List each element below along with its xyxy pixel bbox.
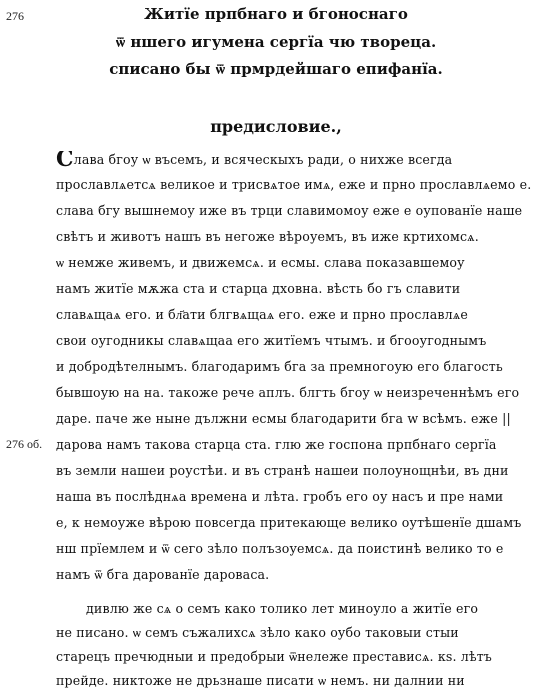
text-line: даре. паче же ныне дължни есмы благодарити бга w всѣмъ. еже || xyxy=(56,411,511,426)
text-line: е, к немоуже вѣрою повсегда притекающе велико оутѣшенїе дшамъ xyxy=(56,515,522,530)
page-number: 276 xyxy=(6,9,24,23)
text-line: старецъ пречюдныи и предобрыи ѿнележе престависѧ. кѕ. лѣтъ xyxy=(56,649,492,664)
text-line: прославлѧетсѧ великое и трисвѧтое имѧ, еже и прно прославлѧемо е. xyxy=(56,177,532,192)
page-number-verso: 276 об. xyxy=(6,437,43,451)
text-line: слава бгу вышнемоу иже въ трци славимомоу еже е оупованїе наше xyxy=(56,203,523,218)
section-heading: предисловие., xyxy=(210,117,342,136)
text-line xyxy=(56,151,548,168)
text-line: дарова намъ такова старца ста. глю же госпона прпбнаго сергїа xyxy=(56,437,497,452)
title-line-3: списано бы ѿ прмрдейшаго епифанїа. xyxy=(109,60,443,78)
title-line-1: Житїе прпбнаго и бгоноснаго xyxy=(144,5,408,23)
text-line: свѣтъ и животъ нашъ въ негоже вѣроуемъ, въ иже кртихомсѧ. xyxy=(56,229,479,244)
text-line: дивлю же сѧ о семъ како толико лет миноуло а житїе его xyxy=(86,601,479,616)
drop-cap: С xyxy=(56,151,74,168)
text-line: славѧщаѧ его. и бл҃ати блгвѧщаѧ его. еже и прно прославлѧе xyxy=(56,307,468,322)
text-line: ѡ немже живемъ, и движемсѧ. и есмы. слава показавшемоу xyxy=(56,255,465,270)
text-line: свои оугодникы славѧщаа его житїемъ чтымъ. и бгооугоднымъ xyxy=(56,333,487,348)
title-line-2: ѿ ншего игумена сергїа чю твореца. xyxy=(115,33,437,51)
text-line: не писано. ѡ семъ съжалихсѧ зѣло како оубо таковыи стыи xyxy=(56,625,459,640)
text-line: прейде. никтоже не дрьзнаше писати ѡ немъ. ни далнии ни xyxy=(56,673,465,688)
text-line-content: лава бгоу ѡ въсемъ, и всяческыхъ ради, о нихже всегда xyxy=(73,152,453,167)
text-line: нш прїемлем и ѿ сего зѣло полъзоуемсѧ. да поистинѣ велико то е xyxy=(56,541,504,556)
text-line: намъ ѿ бга дарованїе дароваса. xyxy=(56,567,270,582)
text-line: намъ житїе мѫжа ста и старца дховна. вѣсть бо гъ славити xyxy=(56,281,461,296)
text-line: бывшоую на на. такоже рече аплъ. блгть бгоу ѡ неизреченнѣмъ его xyxy=(56,385,520,400)
text-line: и добродѣтелнымъ. благодаримъ бга за премногоую его благость xyxy=(56,359,503,374)
text-line: въ земли нашеи роустѣи. и въ странѣ нашеи полоунощнѣи, въ дни xyxy=(56,463,509,478)
text-line: наша въ послѣднѧа времена и лѣта. гробъ его оу насъ и пре нами xyxy=(56,489,504,504)
